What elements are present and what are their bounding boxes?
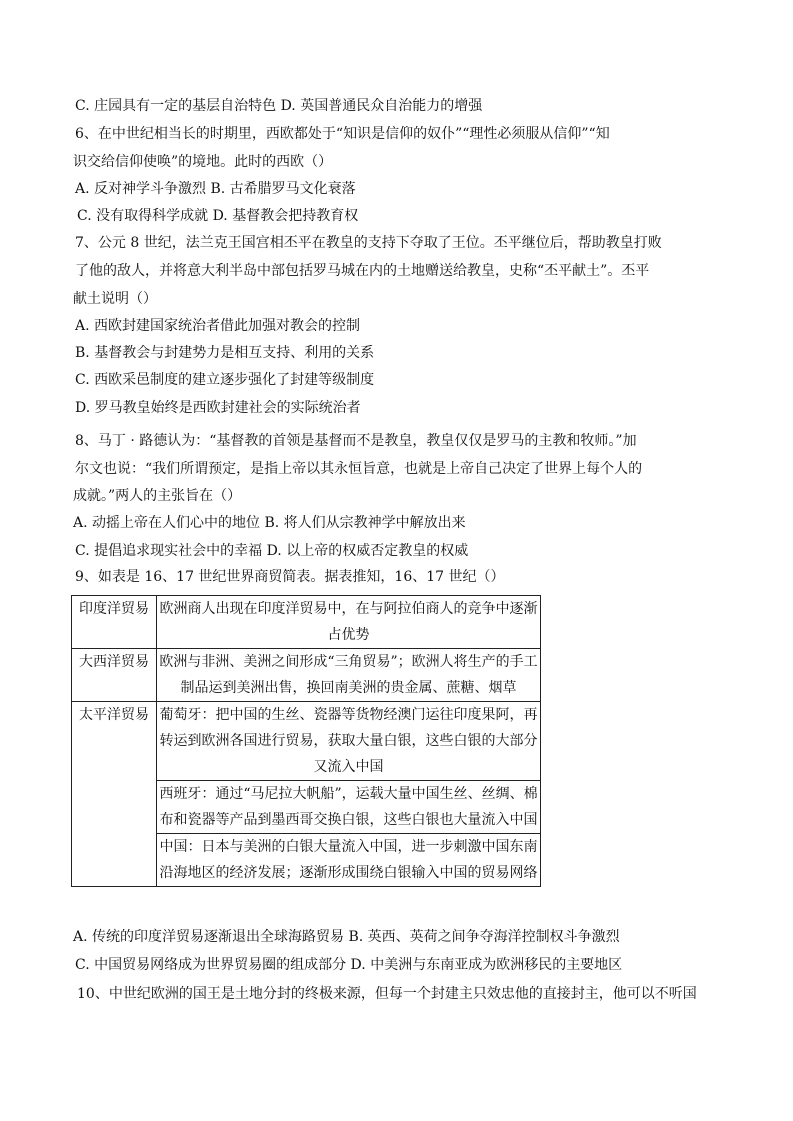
question-6-options-a-b: A. 反对神学斗争激烈 B. 古希腊罗马文化衰落 bbox=[75, 181, 356, 197]
question-7-stem-2: 了他的敌人，并将意大利半岛中部包括罗马城在内的土地赠送给教皇，史称“丕平献土”。丕平 bbox=[75, 263, 650, 279]
question-7-option-d: D. 罗马教皇始终是西欧封建社会的实际统治者 bbox=[75, 400, 361, 416]
table-row-pacific-portugal bbox=[72, 702, 541, 781]
table-row-indian-ocean bbox=[72, 596, 541, 649]
desc-indian-ocean: 欧洲商人出现在印度洋贸易中，在与阿拉伯商人的竞争中逐渐占优势 bbox=[157, 596, 541, 649]
question-7-option-c: C. 西欧采邑制度的建立逐步强化了封建等级制度 bbox=[75, 372, 375, 388]
desc-pacific-china: 中国：日本与美洲的白银大量流入中国，进一步刺激中国东南沿海地区的经济发展；逐渐形成围绕白银输入中国的贸易网络 bbox=[157, 834, 541, 887]
region-indian-ocean: 印度洋贸易 bbox=[72, 596, 157, 649]
region-atlantic: 大西洋贸易 bbox=[72, 649, 157, 702]
question-6-options-c-d: C. 没有取得科学成就 D. 基督教会把持教育权 bbox=[77, 208, 359, 224]
question-8-stem-1: 8、马丁 · 路德认为：“基督教的首领是基督而不是教皇，教皇仅仅是罗马的主教和牧师。”加 bbox=[75, 433, 637, 449]
question-8-options-a-b: A. 动摇上帝在人们心中的地位 B. 将人们从宗教神学中解放出来 bbox=[73, 515, 466, 531]
question-8-stem-2: 尔文也说：“我们所谓预定，是指上帝以其永恒旨意，也就是上帝自己决定了世界上每个人的 bbox=[75, 461, 643, 477]
question-7-option-b: B. 基督教会与封建势力是相互支持、利用的关系 bbox=[75, 345, 375, 361]
question-9-options-a-b: A. 传统的印度洋贸易逐渐退出全球海路贸易 B. 英西、英荷之间争夺海洋控制权斗争激烈 bbox=[73, 929, 620, 945]
desc-pacific-portugal: 葡萄牙：把中国的生丝、瓷器等货物经澳门运往印度果阿，再转运到欧洲各国进行贸易，获取大量白银，这些白银的大部分又流入中国 bbox=[157, 702, 541, 781]
question-9-options-c-d: C. 中国贸易网络成为世界贸易圈的组成部分 D. 中美洲与东南亚成为欧洲移民的主要地区 bbox=[75, 957, 623, 973]
question-8-options-c-d: C. 提倡追求现实社会中的幸福 D. 以上帝的权威否定教皇的权威 bbox=[75, 543, 469, 559]
desc-pacific-spain: 西班牙：通过“马尼拉大帆船”，运载大量中国生丝、丝绸、棉布和瓷器等产品到墨西哥交换白银，这些白银也大量流入中国 bbox=[157, 781, 541, 834]
question-6-stem-2: 识交给信仰使唤”的境地。此时的西欧（） bbox=[73, 154, 333, 170]
question-7-stem-1: 7、公元 8 世纪，法兰克王国宫相丕平在教皇的支持下夺取了王位。丕平继位后，帮助教皇打败 bbox=[75, 235, 662, 251]
option-line-c-d-q5: C. 庄园具有一定的基层自治特色 D. 英国普通民众自治能力的增强 bbox=[75, 98, 483, 114]
question-10-stem-1: 10、中世纪欧洲的国王是土地分封的终极来源，但每一个封建主只效忠他的直接封主，他可以不听国 bbox=[77, 986, 697, 1002]
question-9-stem: 9、如表是 16、17 世纪世界商贸简表。据表推知，16、17 世纪（） bbox=[75, 569, 505, 585]
question-7-stem-3: 献土说明（） bbox=[73, 291, 157, 307]
question-8-stem-3: 成就。”两人的主张旨在（） bbox=[73, 488, 242, 504]
desc-atlantic: 欧洲与非洲、美洲之间形成“三角贸易”；欧洲人将生产的手工制品运到美洲出售，换回南美洲的贵金属、蔗糖、烟草 bbox=[157, 649, 541, 702]
trade-table bbox=[71, 595, 541, 887]
table-row-atlantic bbox=[72, 649, 541, 702]
question-6-stem-1: 6、在中世纪相当长的时期里，西欧都处于“知识是信仰的奴仆”“理性必须服从信仰”“知 bbox=[75, 126, 610, 142]
region-pacific: 太平洋贸易 bbox=[72, 702, 157, 887]
question-7-option-a: A. 西欧封建国家统治者借此加强对教会的控制 bbox=[75, 318, 361, 334]
